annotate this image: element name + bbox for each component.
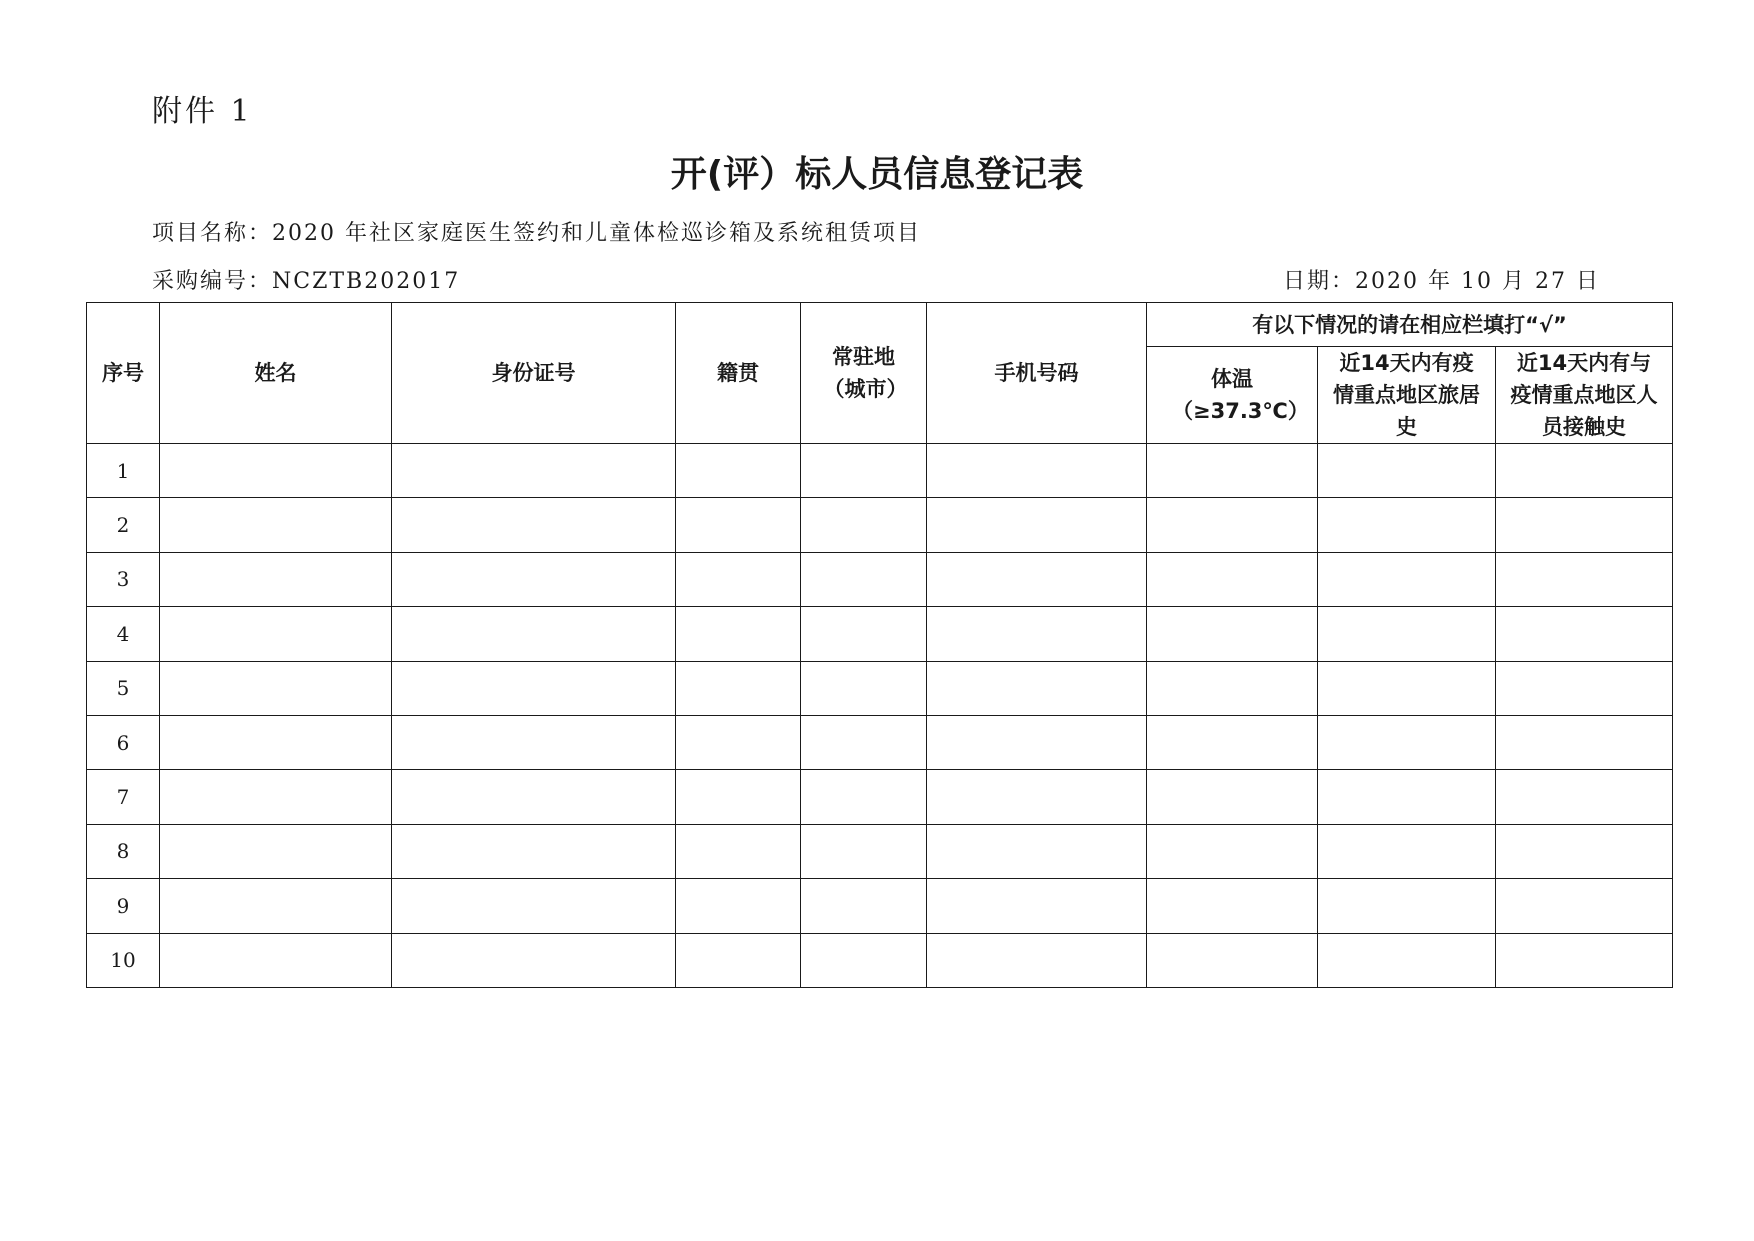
table-row xyxy=(87,715,1673,769)
temperature-cell[interactable] xyxy=(1147,824,1318,878)
id-number-cell[interactable] xyxy=(392,607,676,661)
temperature-cell[interactable] xyxy=(1147,498,1318,552)
contact-history-cell[interactable] xyxy=(1496,933,1673,987)
residence-cell[interactable] xyxy=(801,879,927,933)
contact-history-cell[interactable] xyxy=(1496,498,1673,552)
id-number-cell[interactable] xyxy=(392,552,676,606)
native-place-cell[interactable] xyxy=(676,824,801,878)
native-place-cell[interactable] xyxy=(676,498,801,552)
row-seq-number: 8 xyxy=(87,824,160,878)
residence-cell[interactable] xyxy=(801,607,927,661)
registration-table xyxy=(86,302,1673,988)
project-name: 项目名称：2020 年社区家庭医生签约和儿童体检巡诊箱及系统租赁项目 xyxy=(152,221,921,246)
row-seq-number: 6 xyxy=(87,715,160,769)
native-place-cell[interactable] xyxy=(676,661,801,715)
name-cell[interactable] xyxy=(160,498,392,552)
temperature-cell[interactable] xyxy=(1147,933,1318,987)
table-row xyxy=(87,498,1673,552)
procurement-number: 采购编号：NCZTB202017 xyxy=(152,269,461,294)
table-row xyxy=(87,607,1673,661)
header-residence-text: 常驻地（城市） xyxy=(823,345,908,401)
contact-history-cell[interactable] xyxy=(1496,661,1673,715)
table-row xyxy=(87,824,1673,878)
temperature-cell[interactable] xyxy=(1147,444,1318,498)
name-cell[interactable] xyxy=(160,661,392,715)
row-seq-number: 4 xyxy=(87,607,160,661)
table-row xyxy=(87,879,1673,933)
travel-history-cell[interactable] xyxy=(1318,715,1496,769)
temperature-cell[interactable] xyxy=(1147,552,1318,606)
id-number-cell[interactable] xyxy=(392,824,676,878)
residence-cell[interactable] xyxy=(801,498,927,552)
temperature-cell[interactable] xyxy=(1147,661,1318,715)
travel-history-cell[interactable] xyxy=(1318,498,1496,552)
native-place-cell[interactable] xyxy=(676,607,801,661)
header-check-group: 有以下情况的请在相应栏填打“√” xyxy=(1147,303,1673,347)
row-seq-number: 10 xyxy=(87,933,160,987)
row-seq-number: 2 xyxy=(87,498,160,552)
contact-history-cell[interactable] xyxy=(1496,607,1673,661)
native-place-cell[interactable] xyxy=(676,933,801,987)
name-cell[interactable] xyxy=(160,444,392,498)
header-contact-history-text: 近14天内有与疫情重点地区人员接触史 xyxy=(1510,351,1658,439)
header-name: 姓名 xyxy=(160,303,392,444)
phone-cell[interactable] xyxy=(927,552,1147,606)
residence-cell[interactable] xyxy=(801,933,927,987)
id-number-cell[interactable] xyxy=(392,498,676,552)
phone-cell[interactable] xyxy=(927,715,1147,769)
travel-history-cell[interactable] xyxy=(1318,661,1496,715)
travel-history-cell[interactable] xyxy=(1318,770,1496,824)
id-number-cell[interactable] xyxy=(392,933,676,987)
residence-cell[interactable] xyxy=(801,444,927,498)
phone-cell[interactable] xyxy=(927,824,1147,878)
temperature-cell[interactable] xyxy=(1147,715,1318,769)
form-date: 日期：2020 年 10 月 27 日 xyxy=(1283,269,1600,294)
header-seq: 序号 xyxy=(87,303,160,444)
header-travel-history-text: 近14天内有疫情重点地区旅居史 xyxy=(1333,351,1480,439)
contact-history-cell[interactable] xyxy=(1496,770,1673,824)
header-contact-history xyxy=(1496,347,1673,444)
temperature-cell[interactable] xyxy=(1147,770,1318,824)
travel-history-cell[interactable] xyxy=(1318,444,1496,498)
native-place-cell[interactable] xyxy=(676,715,801,769)
temperature-cell[interactable] xyxy=(1147,607,1318,661)
name-cell[interactable] xyxy=(160,715,392,769)
travel-history-cell[interactable] xyxy=(1318,552,1496,606)
table-row xyxy=(87,552,1673,606)
table-row xyxy=(87,770,1673,824)
residence-cell[interactable] xyxy=(801,770,927,824)
phone-cell[interactable] xyxy=(927,444,1147,498)
header-temperature-text: 体温（≥37.3℃） xyxy=(1172,367,1309,423)
residence-cell[interactable] xyxy=(801,661,927,715)
table-row xyxy=(87,444,1673,498)
temperature-cell[interactable] xyxy=(1147,879,1318,933)
row-seq-number: 9 xyxy=(87,879,160,933)
page-title: 开(评）标人员信息登记表 xyxy=(670,154,1084,195)
name-cell[interactable] xyxy=(160,607,392,661)
attachment-label: 附件 1 xyxy=(152,94,253,129)
row-seq-number: 1 xyxy=(87,444,160,498)
id-number-cell[interactable] xyxy=(392,770,676,824)
phone-cell[interactable] xyxy=(927,607,1147,661)
header-residence xyxy=(801,303,927,444)
contact-history-cell[interactable] xyxy=(1496,444,1673,498)
phone-cell[interactable] xyxy=(927,770,1147,824)
header-temperature xyxy=(1147,347,1318,444)
residence-cell[interactable] xyxy=(801,824,927,878)
name-cell[interactable] xyxy=(160,824,392,878)
travel-history-cell[interactable] xyxy=(1318,933,1496,987)
header-travel-history xyxy=(1318,347,1496,444)
phone-cell[interactable] xyxy=(927,933,1147,987)
id-number-cell[interactable] xyxy=(392,715,676,769)
name-cell[interactable] xyxy=(160,552,392,606)
name-cell[interactable] xyxy=(160,879,392,933)
phone-cell[interactable] xyxy=(927,879,1147,933)
table-row xyxy=(87,661,1673,715)
name-cell[interactable] xyxy=(160,770,392,824)
row-seq-number: 7 xyxy=(87,770,160,824)
table-row xyxy=(87,933,1673,987)
native-place-cell[interactable] xyxy=(676,444,801,498)
phone-cell[interactable] xyxy=(927,498,1147,552)
header-id-number: 身份证号 xyxy=(392,303,676,444)
header-native-place: 籍贯 xyxy=(676,303,801,444)
residence-cell[interactable] xyxy=(801,715,927,769)
native-place-cell[interactable] xyxy=(676,879,801,933)
contact-history-cell[interactable] xyxy=(1496,715,1673,769)
contact-history-cell[interactable] xyxy=(1496,552,1673,606)
contact-history-cell[interactable] xyxy=(1496,879,1673,933)
travel-history-cell[interactable] xyxy=(1318,879,1496,933)
header-phone: 手机号码 xyxy=(927,303,1147,444)
residence-cell[interactable] xyxy=(801,552,927,606)
row-seq-number: 5 xyxy=(87,661,160,715)
phone-cell[interactable] xyxy=(927,661,1147,715)
travel-history-cell[interactable] xyxy=(1318,607,1496,661)
row-seq-number: 3 xyxy=(87,552,160,606)
native-place-cell[interactable] xyxy=(676,770,801,824)
id-number-cell[interactable] xyxy=(392,661,676,715)
contact-history-cell[interactable] xyxy=(1496,824,1673,878)
id-number-cell[interactable] xyxy=(392,879,676,933)
table-body xyxy=(87,444,1673,988)
native-place-cell[interactable] xyxy=(676,552,801,606)
name-cell[interactable] xyxy=(160,933,392,987)
id-number-cell[interactable] xyxy=(392,444,676,498)
travel-history-cell[interactable] xyxy=(1318,824,1496,878)
